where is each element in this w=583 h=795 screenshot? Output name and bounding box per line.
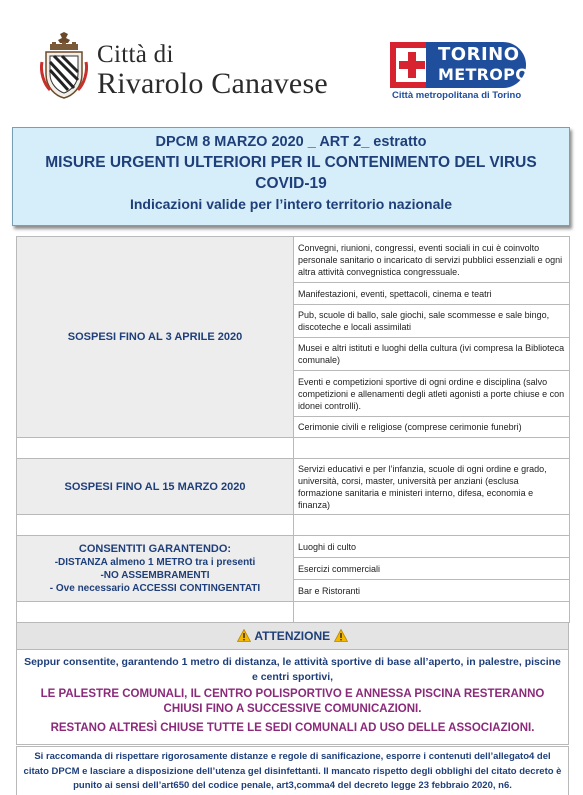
city-name-line1: Città di	[97, 41, 174, 68]
crest-icon	[40, 32, 88, 100]
torino-subtitle: Città metropolitana di Torino	[392, 90, 522, 101]
warning-icon	[334, 629, 348, 642]
attention-body	[17, 650, 568, 744]
city-name	[97, 42, 328, 100]
section3-condition: -NO ASSEMBRAMENTI	[100, 570, 210, 581]
title-line2: MISURE URGENTI ULTERIORI PER IL CONTENIMENTO DEL VIRUS	[45, 154, 537, 171]
recommendation-note: Si raccomanda di rispettare rigorosamente distanze e regole di sanificazione, esporre i contenuti dell’allegato4 del citato DPCM e lasciare a disposizione dell’utenza gel disinfettanti. Il mancato rispetto degli obblighi del citato decreto è punito ai sensi dell’art650 del codice penale, art3,comma4 del decreto legge 23 febbraio 2020, n6.	[16, 746, 569, 795]
section1-item: Manifestazioni, eventi, spettacoli, cinema e teatri	[294, 283, 570, 305]
torino-metropoli-logo	[390, 42, 546, 102]
city-name-line2: Rivarolo Canavese	[97, 67, 328, 100]
section3-label-cell	[17, 536, 294, 602]
section3-label: CONSENTITI GARANTENDO:	[78, 543, 232, 555]
title-box	[12, 127, 570, 226]
section3-condition: -DISTANZA almeno 1 METRO tra i presenti	[54, 557, 256, 568]
title-line1: DPCM 8 MARZO 2020 _ ART 2_ estratto	[155, 134, 427, 150]
section1-item: Musei e altri istituti e luoghi della cultura (ivi compresa la Biblioteca comunale)	[294, 338, 570, 371]
attention-header	[17, 623, 568, 650]
section3-condition: - Ove necessario ACCESSI CONTINGENTATI	[49, 583, 261, 594]
title-line3: COVID-19	[255, 175, 327, 192]
page-header	[0, 0, 583, 118]
section1-item: Cerimonie civili e religiose (comprese cerimonie funebri)	[294, 417, 570, 438]
section2-label: SOSPESI FINO AL 15 MARZO 2020	[17, 459, 294, 515]
section3-item: Luoghi di culto	[294, 536, 570, 558]
measures-table	[16, 236, 570, 623]
section1-label: SOSPESI FINO AL 3 APRILE 2020	[17, 237, 294, 438]
metropoli-label: METROPOLI	[438, 65, 546, 84]
section1-item: Convegni, riunioni, congressi, eventi sociali in cui è coinvolto personale sanitario o incaricato di servizi pubblici essenziali e ogni altra attività convegnistica congressuale.	[294, 237, 570, 283]
spacer-cell	[17, 515, 294, 536]
attention-associations-notice: RESTANO ALTRESÌ CHIUSE TUTTE LE SEDI COMUNALI AD USO DELLE ASSOCIAZIONI.	[50, 722, 535, 734]
spacer-cell	[294, 515, 570, 536]
section3-item: Bar e Ristoranti	[294, 580, 570, 602]
title-line4: Indicazioni valide per l’intero territorio nazionale	[129, 196, 453, 212]
section2-item: Servizi educativi e per l’infanzia, scuole di ogni ordine e grado, università, corsi, master, università per anziani (esclusa formazione sanitaria e ministeri interno, difesa, economia e finanza)	[294, 459, 570, 515]
section1-item: Eventi e competizioni sportive di ogni ordine e disciplina (salvo competizioni e allenamenti degli atleti agonisti a porte chiuse e con idonei controlli).	[294, 371, 570, 417]
warning-icon	[237, 629, 251, 642]
attention-heading: ATTENZIONE	[254, 629, 331, 643]
spacer-cell	[294, 602, 570, 623]
torino-metropoli-name	[426, 42, 546, 88]
attention-section	[16, 622, 569, 745]
torino-label: TORINO	[438, 44, 520, 65]
spacer-cell	[17, 438, 294, 459]
section3-item: Esercizi commerciali	[294, 558, 570, 580]
spacer-cell	[17, 602, 294, 623]
attention-text: Seppur consentite, garantendo 1 metro di distanza, le attività sportive di base all’aperto, in palestre, piscine e centri sportivi,	[24, 656, 561, 683]
section1-item: Pub, scuole di ballo, sale giochi, sale scommesse e sale bingo, discoteche e locali assimilati	[294, 305, 570, 338]
spacer-cell	[294, 438, 570, 459]
attention-gym-notice: LE PALESTRE COMUNALI, IL CENTRO POLISPORTIVO E ANNESSA PISCINA RESTERANNO CHIUSI FINO A SUCCESSIVE COMUNICAZIONI.	[40, 688, 545, 715]
